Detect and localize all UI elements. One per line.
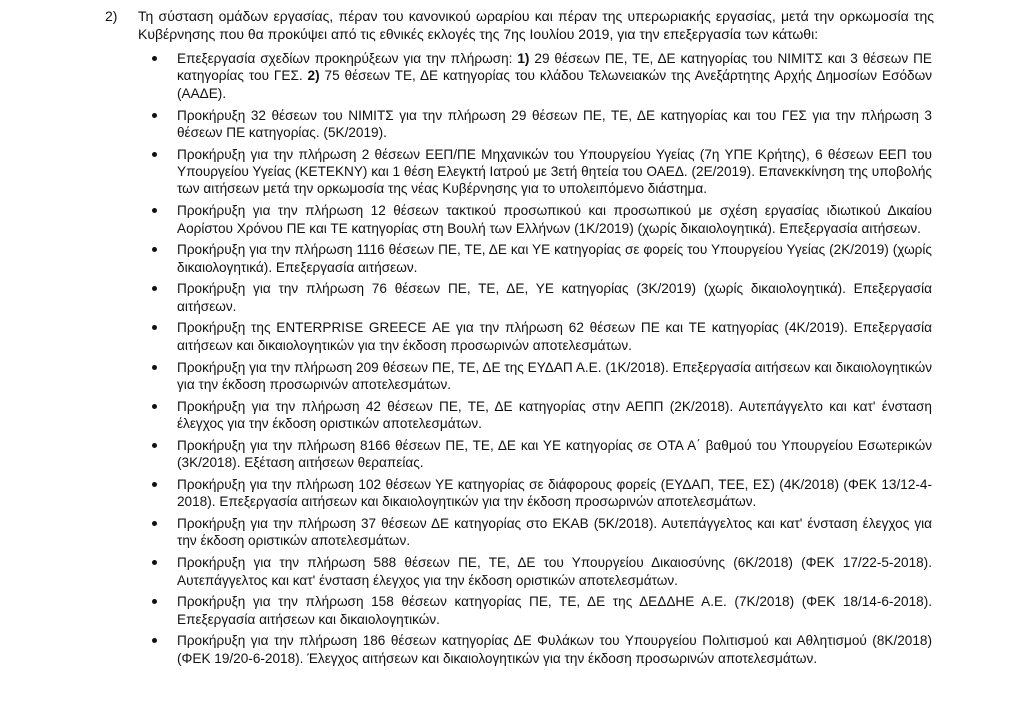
bullet-list: [105, 50, 935, 671]
item-text: Προκήρυξη για την πλήρωση 42 θέσεων ΠΕ, ΤΕ, ΔΕ κατηγορίας στην ΑΕΠΠ (2Κ/2018). Αυτεπάγγελτο και κατ' ένσταση έλεγχος για την έκδοση οριστικών αποτελεσμάτων.: [177, 398, 932, 432]
list-item: [105, 146, 932, 198]
item-text: Προκήρυξη για την πλήρωση 102 θέσεων ΥΕ κατηγορίας σε διάφορους φορείς (ΕΥΔΑΠ, ΤΕΕ, ΕΣ) (4Κ/2018) (ΦΕΚ 13/12-4-2018). Επεξεργασία αιτήσεων και δικαιολογητικών για την έκδοση προσωρινών αποτελεσμάτων.: [177, 476, 932, 510]
bullet-icon: [152, 560, 157, 565]
list-item: [105, 554, 932, 589]
bullet-icon: [152, 443, 157, 448]
item-text: Προκήρυξη για την πλήρωση 12 θέσεων τακτικού προσωπικού και προσωπικού με σχέση εργασίας ιδιωτικού Δικαίου Αορίστου Χρόνου ΠΕ και ΤΕ κατηγορίας στη Βουλή των Ελλήνων (1Κ/2019) (χωρίς δικαιολογητικά). Επεξεργασία αιτήσεων.: [177, 203, 932, 236]
list-item: [105, 50, 932, 102]
bullet-icon: [152, 152, 157, 157]
item-text: Προκήρυξη για την πλήρωση 209 θέσεων ΠΕ, ΤΕ, ΔΕ της ΕΥΔΑΠ Α.Ε. (1Κ/2018). Επεξεργασία αιτήσεων και δικαιολογητικών για την έκδοση προσωρινών αποτελεσμάτων.: [177, 359, 932, 392]
list-item: [105, 398, 932, 433]
item-number: 1): [517, 51, 530, 66]
item-text: Προκήρυξη της ENTERPRISE GREECE ΑΕ για την πλήρωση 62 θέσεων ΠΕ και ΤΕ κατηγορίας (4Κ/2019). Επεξεργασία αιτήσεων και δικαιολογητικών για την έκδοση προσωρινών αποτελεσμάτων.: [177, 320, 932, 353]
list-item: [105, 359, 932, 394]
item-text: Προκήρυξη για την πλήρωση 37 θέσεων ΔΕ κατηγορίας στο ΕΚΑΒ (5Κ/2018). Αυτεπάγγελτος και κατ' ένσταση έλεγχος για την έκδοση οριστικών αποτελεσμάτων.: [177, 516, 932, 549]
bullet-icon: [152, 56, 157, 61]
list-item: [105, 593, 932, 628]
item-text: Προκήρυξη για την πλήρωση 186 θέσεων κατηγορίας ΔΕ Φυλάκων του Υπουργείου Πολιτισμού και Αθλητισμού (8Κ/2018) (ΦΕΚ 19/20-6-2018). Έλεγχος αιτήσεων και δικαιολογητικών για την έκδοση προσωρινών αποτελεσμάτων.: [177, 633, 932, 666]
list-item: [105, 476, 932, 511]
item-text: Προκήρυξη για την πλήρωση 1116 θέσεων ΠΕ, ΤΕ, ΔΕ και ΥΕ κατηγορίας σε φορείς του Υπουργείου Υγείας (2Κ/2019) (χωρίς δικαιολογητικά). Επεξεργασία αιτήσεων.: [177, 242, 932, 275]
bullet-icon: [152, 365, 157, 370]
list-item: [105, 437, 932, 472]
section-intro: Τη σύσταση ομάδων εργασίας, πέραν του κανονικού ωραρίου και πέραν της υπερωριακής εργασίας, μετά την ορκωμοσία της Κυβέρνησης που θα προκύψει από τις εθνικές εκλογές της 7ης Ιουλίου 2019, για την επεξεργασία των κάτωθι:: [138, 8, 934, 42]
item-text: Προκήρυξη για την πλήρωση 158 θέσεων κατηγορίας ΠΕ, ΤΕ, ΔΕ της ΔΕΔΔΗΕ Α.Ε. (7Κ/2018) (ΦΕΚ 18/14-6-2018). Επεξεργασία αιτήσεων και δικαιολογητικών.: [177, 594, 932, 627]
item-text: Επεξεργασία σχεδίων προκηρύξεων για την πλήρωση:: [177, 51, 518, 66]
bullet-icon: [152, 638, 157, 643]
list-item: [105, 202, 932, 237]
bullet-icon: [152, 325, 157, 330]
bullet-icon: [152, 286, 157, 291]
list-item: [105, 241, 932, 276]
item-number: 2): [307, 68, 320, 84]
bullet-icon: [152, 482, 157, 487]
item-text: Προκήρυξη για την πλήρωση 588 θέσεων ΠΕ, ΤΕ, ΔΕ του Υπουργείου Δικαιοσύνης (6Κ/2018) (ΦΕΚ 17/22-5-2018). Αυτεπάγγελτος και κατ' ένσταση έλεγχος για την έκδοση οριστικών αποτελεσμάτων.: [177, 555, 932, 588]
item-text: 75 θέσεων ΤΕ, ΔΕ κατηγορίας του κλάδου Τελωνειακών της Ανεξάρτητης Αρχής Δημοσίων Εσόδων (ΑΑΔΕ).: [177, 68, 932, 101]
list-item: [105, 319, 932, 354]
bullet-icon: [152, 599, 157, 604]
item-text: Προκήρυξη για την πλήρωση 8166 θέσεων ΠΕ, ΤΕ, ΔΕ και ΥΕ κατηγορίας σε ΟΤΑ Α΄ βαθμού του Υπουργείου Εσωτερικών (3Κ/2018). Εξέταση αιτήσεων θεραπείας.: [177, 437, 932, 471]
bullet-icon: [152, 208, 157, 213]
item-text: Προκήρυξη 32 θέσεων του ΝΙΜΙΤΣ για την πλήρωση 29 θέσεων ΠΕ, ΤΕ, ΔΕ κατηγορίας και του ΓΕΣ για την πλήρωση 3 θέσεων ΠΕ κατηγορίας. (5Κ/2019).: [177, 107, 932, 140]
section-number: 2): [105, 8, 118, 24]
bullet-icon: [152, 247, 157, 252]
item-text: Προκήρυξη για την πλήρωση 2 θέσεων ΕΕΠ/ΠΕ Μηχανικών του Υπουργείου Υγείας (7η ΥΠΕ Κρήτης), 6 θέσεων ΕΕΠ του Υπουργείου Υγείας (ΚΕΤΕΚΝΥ) και 1 θέση Ελεγκτή Ιατρού με 3ετή θητεία του ΟΑΕΔ. (2Ε/2019). Επανεκκίνηση της υποβολής των αιτήσεων μετά την ορκωμοσία της νέας Κυβέρνησης για το υπολειπόμενο διάστημα.: [177, 146, 932, 197]
list-item: [105, 632, 932, 667]
item-text: Προκήρυξη για την πλήρωση 76 θέσεων ΠΕ, ΤΕ, ΔΕ, ΥΕ κατηγορίας (3Κ/2019) (χωρίς δικαιολογητικά). Επεξεργασία αιτήσεων.: [177, 281, 932, 314]
bullet-icon: [152, 521, 157, 526]
list-item: [105, 280, 932, 315]
bullet-icon: [152, 404, 157, 409]
bullet-icon: [152, 113, 157, 118]
list-item: [105, 107, 932, 142]
item-text: 29 θέσεων ΠΕ, ΤΕ, ΔΕ κατηγορίας του ΝΙΜΙΤΣ και 3 θέσεων ΠΕ κατηγορίας του ΓΕΣ.: [177, 51, 932, 84]
list-item: [105, 515, 932, 550]
